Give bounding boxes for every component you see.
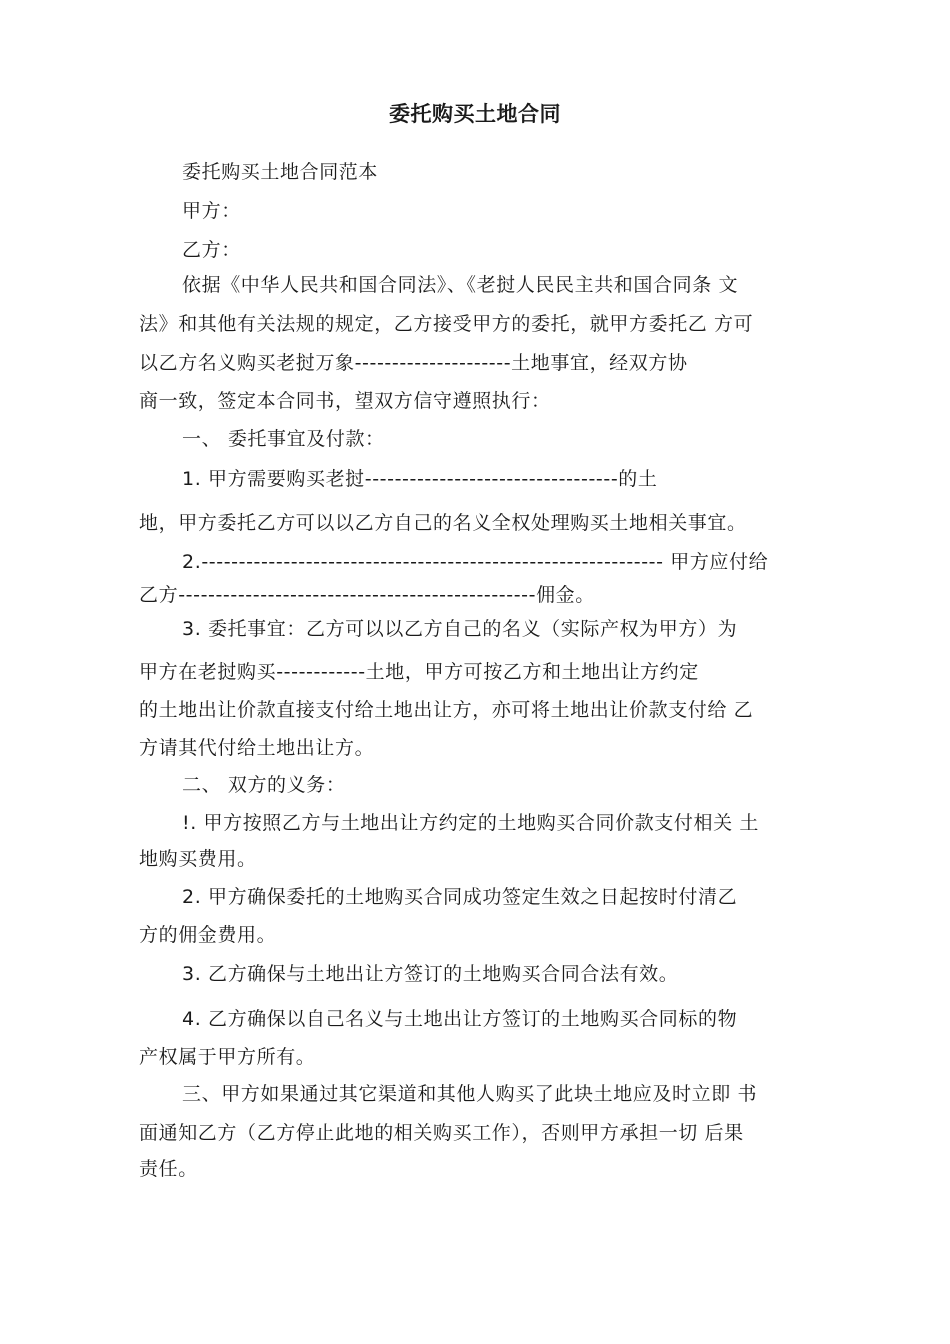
section-3-line-3: 责任。	[139, 1158, 198, 1180]
clause-2-4-line-2: 产权属于甲方所有。	[139, 1046, 316, 1068]
clause-2-4-line-1: 4. 乙方确保以自己名义与土地出让方签订的土地购买合同标的物	[182, 1008, 738, 1030]
section-1-heading: 一、 委托事宜及付款：	[182, 428, 385, 450]
clause-1-3-line-3: 的土地出让价款直接支付给土地出让方，亦可将土地出让价款支付给 乙	[139, 699, 754, 721]
clause-1-2-line-2: 乙方------------------------------------------------佣金。	[139, 584, 595, 606]
clause-2-1-line-2: 地购买费用。	[139, 848, 257, 870]
clause-1-3-line-2: 甲方在老挝购买------------土地，甲方可按乙方和土地出让方约定	[139, 661, 699, 683]
party-b-line: 乙方：	[182, 239, 241, 261]
section-3-line-2: 面通知乙方（乙方停止此地的相关购买工作），否则甲方承担一切 后果	[139, 1122, 744, 1144]
clause-2-3-line: 3. 乙方确保与土地出让方签订的土地购买合同合法有效。	[182, 963, 679, 985]
clause-2-2-line-2: 方的佣金费用。	[139, 924, 277, 946]
clause-1-2-line-1: 2.-------------------------------------------------------------- 甲方应付给	[182, 551, 769, 573]
party-a-line: 甲方：	[182, 200, 241, 222]
clause-2-2-line-1: 2. 甲方确保委托的土地购买合同成功签定生效之日起按时付清乙	[182, 886, 738, 908]
clause-1-1-line-1: 1. 甲方需要购买老挝----------------------------------的土	[182, 468, 658, 490]
document-title: 委托购买土地合同	[389, 102, 561, 126]
preamble-line-4: 商一致，签定本合同书，望双方信守遵照执行：	[139, 390, 551, 412]
section-3-line-1: 三、甲方如果通过其它渠道和其他人购买了此块土地应及时立即 书	[182, 1083, 758, 1105]
clause-1-3-line-1: 3. 委托事宜：乙方可以以乙方自己的名义（实际产权为甲方）为	[182, 618, 738, 640]
preamble-line-3: 以乙方名义购买老挝万象---------------------土地事宜，经双方协	[139, 352, 688, 374]
preamble-line-2: 法》和其他有关法规的规定，乙方接受甲方的委托，就甲方委托乙 方可	[139, 313, 754, 335]
clause-2-1-line-1: !. 甲方按照乙方与土地出让方约定的土地购买合同价款支付相关 土	[182, 812, 759, 834]
clause-1-1-line-2: 地，甲方委托乙方可以以乙方自己的名义全权处理购买土地相关事宜。	[139, 512, 747, 534]
section-2-heading: 二、 双方的义务：	[182, 774, 346, 796]
preamble-line-1: 依据《中华人民共和国合同法》、《老挝人民民主共和国合同条 文	[182, 274, 739, 296]
clause-1-3-line-4: 方请其代付给土地出让方。	[139, 737, 375, 759]
subtitle-line: 委托购买土地合同范本	[182, 161, 379, 183]
